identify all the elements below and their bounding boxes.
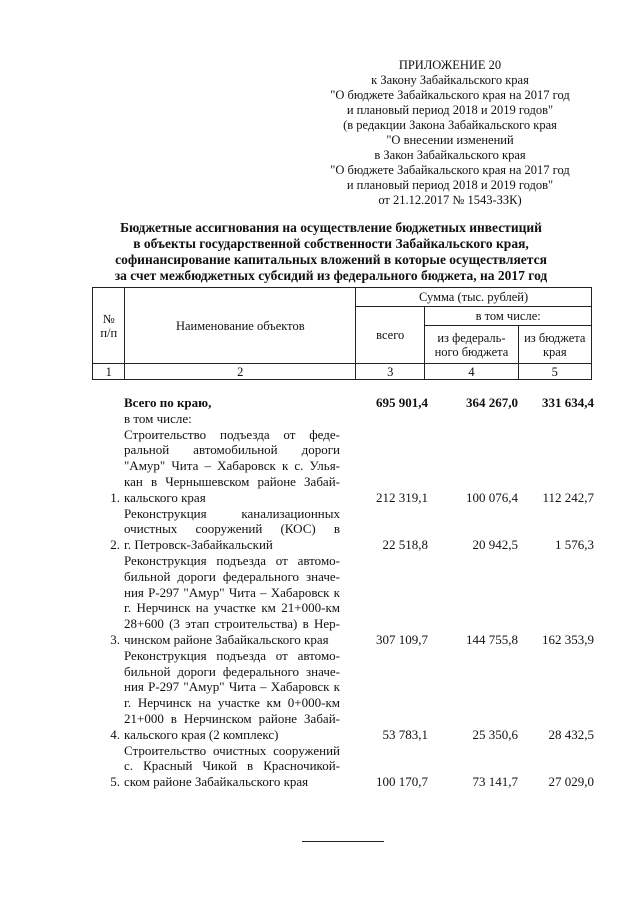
appendix-line: "О бюджете Забайкальского края на 2017 год xyxy=(330,163,570,177)
row-total: 100 170,7 xyxy=(376,774,428,790)
row-regional: 162 353,9 xyxy=(542,631,594,647)
row-regional: 28 432,5 xyxy=(548,726,594,742)
appendix-line: и плановый период 2018 и 2019 годов" xyxy=(346,178,554,192)
row-regional: 112 242,7 xyxy=(542,489,594,505)
header-num: № п/п xyxy=(93,288,125,364)
row-total: 212 319,1 xyxy=(376,489,428,505)
header-name: Наименование объектов xyxy=(125,288,356,364)
row-number: 5. xyxy=(110,774,120,790)
title-line: софинансирование капитальных вложений в которые осуществляется xyxy=(115,252,547,267)
row-name: Реконструкция подъезда от автомо- бильной дороги федерального значе- ния Р-297 "Амур" Чита – Хабаровск к г. Нерчинск на участке км 0+000-км 21+000 в Нерчинском районе Забай- кальского края (2 комплекс) xyxy=(124,647,340,742)
end-divider xyxy=(302,841,384,842)
row-federal: 20 942,5 xyxy=(472,537,518,553)
table-row xyxy=(92,648,592,743)
header-total: всего xyxy=(356,307,425,364)
table-row xyxy=(92,506,592,553)
total-row-regional: 331 634,4 xyxy=(542,395,594,410)
row-number: 3. xyxy=(110,631,120,647)
col-number: 3 xyxy=(356,364,425,380)
header-federal: из федераль- ного бюджета xyxy=(425,326,518,364)
title-line: Бюджетные ассигнования на осуществление бюджетных инвестиций xyxy=(120,220,542,235)
row-regional: 1 576,3 xyxy=(555,537,594,553)
appendix-header xyxy=(300,58,600,208)
header-including: в том числе: xyxy=(425,307,592,326)
budget-table-body xyxy=(92,395,592,790)
appendix-line: (в редакции Закона Забайкальского края xyxy=(343,118,557,132)
document-title xyxy=(92,220,570,284)
header-regional: из бюджета края xyxy=(518,326,591,364)
row-name: Реконструкция канализационных очистных сооружений (КОС) в г. Петровск-Забайкальский xyxy=(124,505,340,553)
row-federal: 144 755,8 xyxy=(466,631,518,647)
row-total: 307 109,7 xyxy=(376,631,428,647)
row-name: Строительство подъезда от феде- ральной автомобильной дороги "Амур" Чита – Хабаровск к с. Улья- кан в Чернышевском районе Забай- кальского края xyxy=(124,426,340,505)
row-regional: 27 029,0 xyxy=(548,774,594,790)
row-federal: 100 076,4 xyxy=(466,489,518,505)
appendix-line: от 21.12.2017 № 1543-ЗЗК) xyxy=(378,193,522,207)
row-federal: 25 350,6 xyxy=(472,726,518,742)
total-row-federal: 364 267,0 xyxy=(466,395,518,410)
title-line: в объекты государственной собственности Забайкальского края, xyxy=(133,236,529,251)
appendix-line: к Закону Забайкальского края xyxy=(371,73,529,87)
including-label: в том числе: xyxy=(124,410,192,426)
table-row xyxy=(92,553,592,648)
appendix-line: ПРИЛОЖЕНИЕ 20 xyxy=(398,58,502,72)
col-number: 4 xyxy=(425,364,518,380)
title-line: за счет межбюджетных субсидий из федерального бюджета, на 2017 год xyxy=(114,268,548,283)
row-total: 22 518,8 xyxy=(382,537,428,553)
appendix-line: "О бюджете Забайкальского края на 2017 год xyxy=(330,88,570,102)
row-number: 2. xyxy=(110,537,120,553)
appendix-line: и плановый период 2018 и 2019 годов" xyxy=(346,103,554,117)
row-name: Реконструкция подъезда от автомо- бильной дороги федерального значе- ния Р-297 "Амур" Чита – Хабаровск к г. Нерчинск на участке км 21+000-км 28+600 (3 этап строительства) в Нер- чинском районе Забайкальского края xyxy=(124,552,340,647)
col-number: 2 xyxy=(125,364,356,380)
budget-table-header xyxy=(92,287,592,380)
appendix-line: в Закон Забайкальского края xyxy=(374,148,526,162)
row-federal: 73 141,7 xyxy=(472,774,518,790)
row-total: 53 783,1 xyxy=(382,726,428,742)
total-row-total: 695 901,4 xyxy=(376,395,428,410)
row-number: 1. xyxy=(110,489,120,505)
col-number: 5 xyxy=(518,364,591,380)
row-name: Строительство очистных сооружений с. Красный Чикой в Красночикой- ском районе Забайкальского края xyxy=(124,742,340,790)
including-row xyxy=(92,411,592,427)
table-row xyxy=(92,743,592,790)
table-row xyxy=(92,427,592,506)
header-sum: Сумма (тыс. рублей) xyxy=(356,288,592,307)
col-number: 1 xyxy=(93,364,125,380)
total-row xyxy=(92,395,592,411)
row-number: 4. xyxy=(110,726,120,742)
total-row-label: Всего по краю, xyxy=(124,395,212,410)
appendix-line: "О внесении изменений xyxy=(386,133,514,147)
